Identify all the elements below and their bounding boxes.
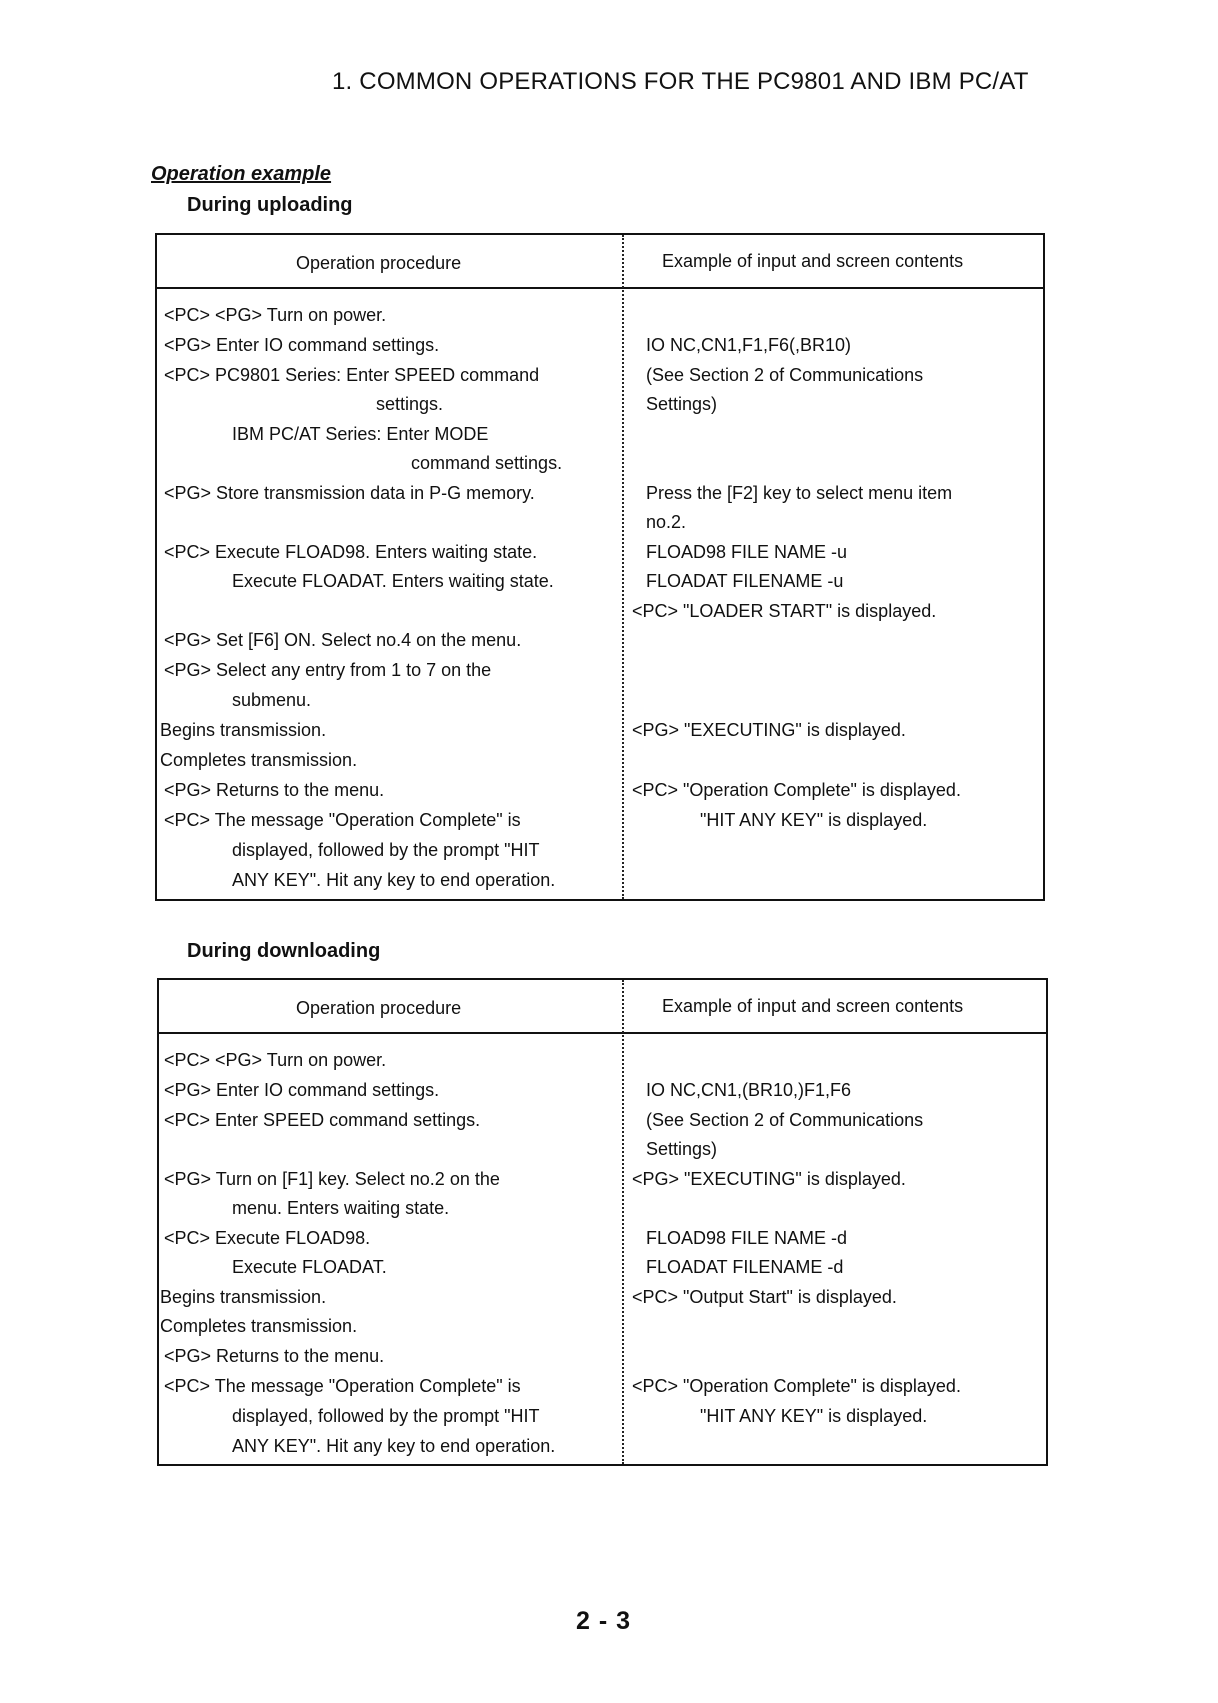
procedure-line: <PC> The message "Operation Complete" is [164, 1376, 521, 1396]
example-line: IO NC,CN1,(BR10,)F1,F6 [646, 1080, 852, 1100]
procedure-line: Execute FLOADAT. [232, 1257, 387, 1277]
procedure-line: <PC> <PG> Turn on power. [164, 1050, 387, 1070]
example-line: Settings) [646, 394, 718, 414]
example-line: <PC> "Operation Complete" is displayed. [632, 1376, 961, 1396]
example-line: FLOADAT FILENAME -u [646, 571, 844, 591]
example-line: <PC> "Output Start" is displayed. [632, 1287, 897, 1307]
procedure-line: <PG> Enter IO command settings. [164, 335, 440, 355]
column-header-procedure: Operation procedure [296, 253, 462, 273]
procedure-line: Completes transmission. [160, 750, 358, 770]
column-header-example: Example of input and screen contents [662, 996, 964, 1016]
example-line: (See Section 2 of Communications [646, 1110, 924, 1130]
procedure-line: <PC> <PG> Turn on power. [164, 305, 387, 325]
example-line: "HIT ANY KEY" is displayed. [700, 810, 928, 830]
procedure-line: Completes transmission. [160, 1316, 358, 1336]
procedure-line: <PG> Set [F6] ON. Select no.4 on the menu. [164, 630, 522, 650]
example-line: IO NC,CN1,F1,F6(,BR10) [646, 335, 852, 355]
example-line: (See Section 2 of Communications [646, 365, 924, 385]
section-label: Operation example [151, 163, 332, 185]
procedure-line: submenu. [232, 690, 312, 710]
procedure-line: Begins transmission. [160, 720, 327, 740]
procedure-line: <PG> Turn on [F1] key. Select no.2 on the [164, 1169, 500, 1189]
page-number: 2 - 3 [576, 1607, 632, 1635]
procedure-line: menu. Enters waiting state. [232, 1198, 450, 1218]
page-title: 1. COMMON OPERATIONS FOR THE PC9801 AND IBM PC/AT [332, 68, 1029, 95]
procedure-line: Begins transmission. [160, 1287, 327, 1307]
procedure-line: <PC> Enter SPEED command settings. [164, 1110, 481, 1130]
upload-heading: During uploading [187, 194, 353, 216]
example-line: <PG> "EXECUTING" is displayed. [632, 720, 906, 740]
procedure-line: Execute FLOADAT. Enters waiting state. [232, 571, 554, 591]
upload-table [155, 233, 1045, 901]
procedure-line: settings. [376, 394, 444, 414]
procedure-line: IBM PC/AT Series: Enter MODE [232, 424, 489, 444]
example-line: <PC> "LOADER START" is displayed. [632, 601, 937, 621]
procedure-line: <PC> PC9801 Series: Enter SPEED command [164, 365, 540, 385]
example-line: FLOAD98 FILE NAME -u [646, 542, 848, 562]
procedure-line: <PG> Store transmission data in P-G memory. [164, 483, 535, 503]
procedure-line: <PG> Returns to the menu. [164, 780, 385, 800]
procedure-line: ANY KEY". Hit any key to end operation. [232, 870, 556, 890]
example-line: FLOADAT FILENAME -d [646, 1257, 844, 1277]
procedure-line: <PG> Enter IO command settings. [164, 1080, 440, 1100]
example-line: no.2. [646, 512, 687, 532]
column-header-example: Example of input and screen contents [662, 251, 964, 271]
example-line: Press the [F2] key to select menu item [646, 483, 953, 503]
download-heading: During downloading [187, 940, 381, 962]
example-line: "HIT ANY KEY" is displayed. [700, 1406, 928, 1426]
procedure-line: command settings. [411, 453, 563, 473]
procedure-line: displayed, followed by the prompt "HIT [232, 1406, 540, 1426]
example-line: Settings) [646, 1139, 718, 1159]
procedure-line: <PG> Select any entry from 1 to 7 on the [164, 660, 492, 680]
procedure-line: <PG> Returns to the menu. [164, 1346, 385, 1366]
column-divider [622, 980, 624, 1464]
download-table [157, 978, 1048, 1466]
column-divider [622, 235, 624, 899]
example-line: FLOAD98 FILE NAME -d [646, 1228, 848, 1248]
procedure-line: displayed, followed by the prompt "HIT [232, 840, 540, 860]
example-line: <PG> "EXECUTING" is displayed. [632, 1169, 906, 1189]
procedure-line: <PC> Execute FLOAD98. Enters waiting state. [164, 542, 538, 562]
procedure-line: <PC> Execute FLOAD98. [164, 1228, 371, 1248]
procedure-line: ANY KEY". Hit any key to end operation. [232, 1436, 556, 1456]
procedure-line: <PC> The message "Operation Complete" is [164, 810, 521, 830]
example-line: <PC> "Operation Complete" is displayed. [632, 780, 961, 800]
column-header-procedure: Operation procedure [296, 998, 462, 1018]
